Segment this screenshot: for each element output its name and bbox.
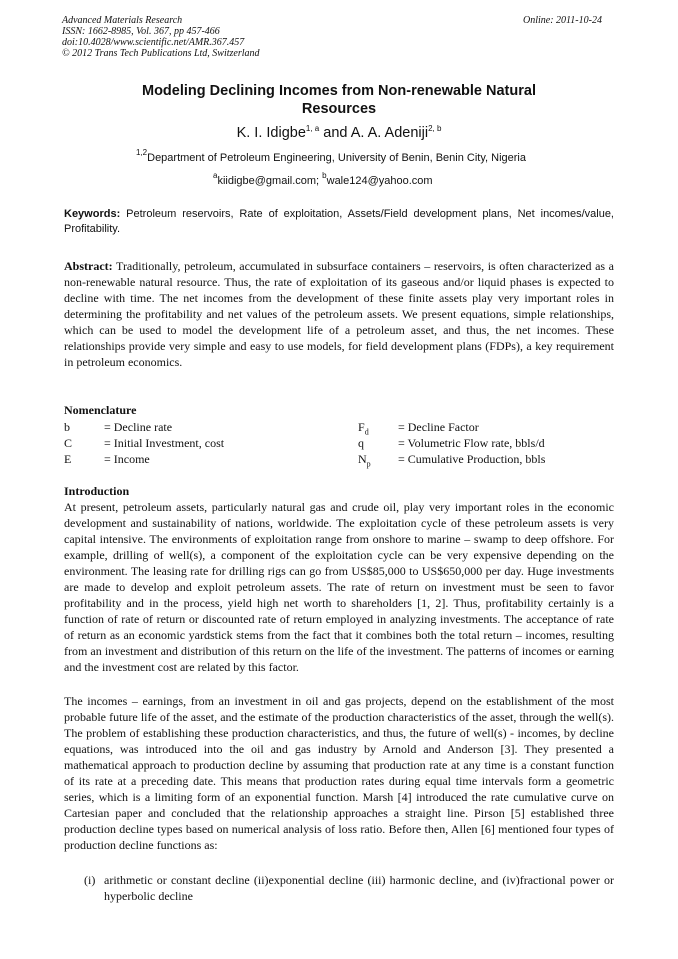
abstract-section xyxy=(64,258,614,370)
email-a-sup: a xyxy=(213,171,218,180)
keywords-text: Petroleum reservoirs, Rate of exploitation, Assets/Field development plans, Net incomes/value, Profitability. xyxy=(64,208,614,235)
author-1-affil-sup: 1, a xyxy=(305,124,320,133)
nomenclature-row xyxy=(64,451,624,467)
journal-doi: doi:10.4028/www.scientific.net/AMR.367.457 xyxy=(62,37,245,48)
list-text: arithmetic or constant decline (ii)exponential decline (iii) harmonic decline, and (iv)fractional power or hyperbolic decline xyxy=(104,873,614,903)
email-b: wale124@yahoo.com xyxy=(326,175,433,187)
nomenclature-definition: = Decline Factor xyxy=(398,420,479,434)
nomenclature-symbol: $F_d$ xyxy=(358,420,369,437)
keywords-section xyxy=(64,207,614,237)
journal-header xyxy=(62,15,260,59)
abstract-text: Traditionally, petroleum, accumulated in subsurface containers – reservoirs, is often characterized as a non-renewable natural resource. Thus, the rate of exploitation of its gaseous and/or liquid phases is expected to decline with time. The net incomes from the development of these finite assets play very important roles in determining the profitability and net values of the petroleum assets. We present equations, simple relationships, which can be used to model the development life of a petroleum asset, and thus, the net incomes. These relationships provide very simple and easy to use models, for field development plans (FDPs), a key requirement in petroleum economics. xyxy=(64,259,614,369)
journal-name: Advanced Materials Research xyxy=(62,15,183,26)
journal-issn: ISSN: 1662-8985, Vol. 367, pp 457-466 xyxy=(62,26,220,37)
abstract-label: Abstract: xyxy=(64,259,113,273)
email-b-sup: b xyxy=(322,171,327,180)
nomenclature-symbol: $N_p$ xyxy=(358,452,371,469)
affiliation xyxy=(136,148,526,164)
nomenclature-symbol: E xyxy=(64,452,72,466)
nomenclature-definition: = Volumetric Flow rate, bbls/d xyxy=(398,436,545,450)
introduction-heading: Introduction xyxy=(64,484,130,498)
nomenclature-definition: = Initial Investment, cost xyxy=(104,436,225,450)
keywords-label: Keywords: xyxy=(64,208,121,220)
nomenclature-definition: = Income xyxy=(104,452,150,466)
nomenclature-symbol: q xyxy=(358,436,364,450)
email-a: kiidigbe@gmail.com; xyxy=(217,175,320,187)
author-1: K. I. Idigbe xyxy=(236,125,306,141)
list-number: (i) xyxy=(84,873,96,887)
affiliation-text: Department of Petroleum Engineering, University of Benin, Benin City, Nigeria xyxy=(147,152,526,164)
nomenclature-heading: Nomenclature xyxy=(64,403,137,417)
journal-copyright: © 2012 Trans Tech Publications Ltd, Switzerland xyxy=(62,48,260,59)
nomenclature-definition: = Cumulative Production, bbls xyxy=(398,452,546,466)
author-2: A. A. Adeniji xyxy=(350,125,429,141)
nomenclature-row xyxy=(64,419,624,435)
introduction-paragraph-2: The incomes – earnings, from an investment in oil and gas projects, depend on the establishment of the most probable future life of the asset, and the estimate of the production characteristics of the asset, through the well(s). The problem of establishing these production characteristics, and thus, the future of well(s) - incomes, by decline equations, was introduced into the oil and gas industry by Arnold and Anderson [3]. They presented a mathematical approach to production decline by assuming that production rate at any time is a constant function of its rate at a preceding date. This means that production rates during equal time intervals form a geometric series, which is a limiting form of an exponential function. Marsh [4] introduced the rate cumulative curve on Cartesian paper and concluded that the relationship approaches a straight line. Pirson [5] established three production decline types based on numerical analysis of loss ratio. Before then, Allen [6] mentioned four types of production decline functions as: xyxy=(64,694,614,852)
introduction-paragraph-1: At present, petroleum assets, particularly natural gas and crude oil, play very important roles in the economic development and sustainability of nations, worldwide. The exploitation cycle of these petroleum assets is very capital intensive. The environments of exploitation range from onshore to marine – swamp to deep offshore. For example, drilling of well(s), a component of the exploitation cycle can be very expensive depending on the environment. The leasing rate for drilling rigs can go from US$85,000 to US$650,000 per day. Huge investments are made to develop and exploit petroleum assets. The rate of return on investment must be seen to favor profitability and in the process, yield high net worth to shareholders [1, 2]. Thus, profitability certainly is a function of rate of return or discounted rate of return employed in analyzing investments. The acceptance of rate of return as an economic yardstick stems from the fact that it combines both the total return – incomes, resulting from an investment and distribution of this return on the life of the investment. The patterns of incomes or earning and the investment cost are related by this factor. xyxy=(64,500,614,674)
author-emails xyxy=(213,171,433,187)
decline-types-list-item xyxy=(84,872,614,904)
author-connector: and xyxy=(323,125,348,141)
author-2-affil-sup: 2, b xyxy=(428,124,442,133)
nomenclature-definition: = Decline rate xyxy=(104,420,173,434)
nomenclature-table xyxy=(64,419,624,467)
online-date: Online: 2011-10-24 xyxy=(523,15,602,26)
nomenclature-symbol: b xyxy=(64,420,70,434)
author-line xyxy=(0,124,678,141)
paper-title: Modeling Declining Incomes from Non-renewable Natural Resources xyxy=(142,83,536,117)
nomenclature-symbol: C xyxy=(64,436,73,450)
affiliation-sup: 1,2 xyxy=(136,148,148,157)
nomenclature-row xyxy=(64,435,624,451)
